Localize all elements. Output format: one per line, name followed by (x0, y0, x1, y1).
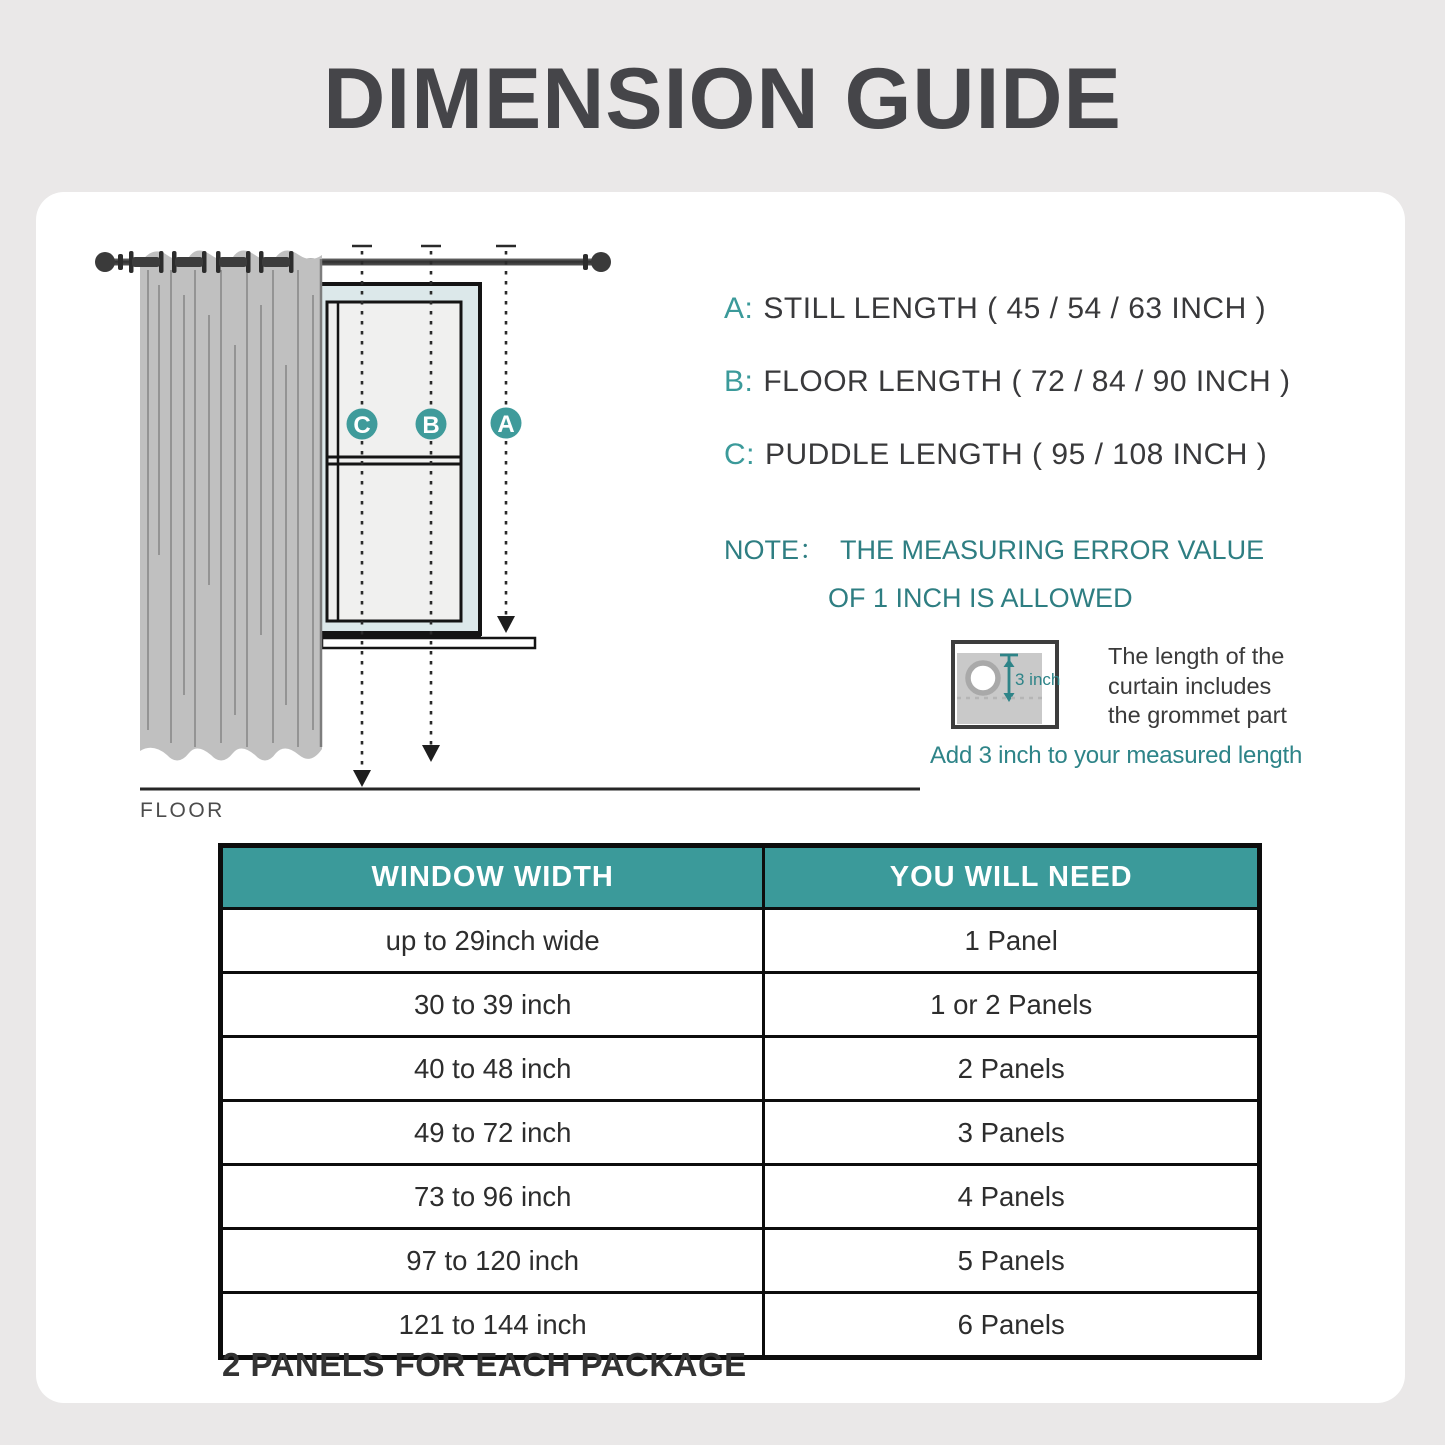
panels-cell: 6 Panels (764, 1293, 1260, 1358)
panels-cell: 5 Panels (764, 1229, 1260, 1293)
panel-size-table (218, 843, 1262, 1360)
window-width-cell: up to 29inch wide (221, 909, 764, 973)
floor-label: FLOOR (140, 799, 225, 822)
table-row (221, 1037, 1260, 1101)
legend-key-c: C: (724, 438, 755, 471)
badge-b-label: B (422, 412, 440, 439)
rod-finial-left (95, 252, 115, 272)
table-row (221, 973, 1260, 1037)
window-illustration (313, 284, 535, 648)
grommet-hole-icon (968, 663, 998, 693)
badge-a-label: A (497, 411, 515, 438)
legend-item-a (724, 292, 1266, 326)
window-width-cell: 73 to 96 inch (221, 1165, 764, 1229)
legend-key-b: B: (724, 365, 754, 398)
window-width-cell: 49 to 72 inch (221, 1101, 764, 1165)
rod-finial-right (591, 252, 611, 272)
grommet-inset-diagram (948, 636, 1093, 736)
panels-cell: 4 Panels (764, 1165, 1260, 1229)
window-width-cell: 30 to 39 inch (221, 973, 764, 1037)
curtain-panel (140, 250, 322, 760)
panels-cell: 2 Panels (764, 1037, 1260, 1101)
window-width-cell: 97 to 120 inch (221, 1229, 764, 1293)
header-you-will-need: YOU WILL NEED (764, 846, 1260, 909)
table-row (221, 909, 1260, 973)
window-sill (322, 638, 535, 648)
note-label: NOTE： (724, 535, 827, 565)
legend-item-c (724, 438, 1267, 472)
header-window-width: WINDOW WIDTH (221, 846, 764, 909)
table-row (221, 1229, 1260, 1293)
badge-c-label: C (353, 412, 371, 439)
page-title: DIMENSION GUIDE (323, 51, 1122, 147)
table-header-row (221, 846, 1260, 909)
grommet-desc-line1: The length of the (1108, 643, 1285, 669)
package-note: 2 PANELS FOR EACH PACKAGE (222, 1346, 747, 1383)
legend-text-a: STILL LENGTH ( 45 / 54 / 63 INCH ) (763, 292, 1267, 325)
grommet-desc-line2: curtain includes (1108, 672, 1272, 699)
note-line-1 (724, 528, 1264, 567)
legend-key-a: A: (724, 292, 754, 325)
panels-cell: 1 Panel (764, 909, 1260, 973)
window-width-cell: 40 to 48 inch (221, 1037, 764, 1101)
grommet-desc-line3: the grommet part (1108, 702, 1287, 728)
window-width-cell: 121 to 144 inch (221, 1293, 764, 1358)
note-line-2: OF 1 INCH IS ALLOWED (828, 583, 1133, 613)
legend-item-b (724, 365, 1291, 399)
note-text-1: THE MEASURING ERROR VALUE (840, 535, 1265, 565)
panels-cell: 3 Panels (764, 1101, 1260, 1165)
grommet-add-note: Add 3 inch to your measured length (930, 742, 1303, 769)
grommet-measure-label: 3 inch (1015, 670, 1061, 689)
panels-cell: 1 or 2 Panels (764, 973, 1260, 1037)
legend-text-c: PUDDLE LENGTH ( 95 / 108 INCH ) (765, 438, 1268, 471)
table-row (221, 1165, 1260, 1229)
grommet-description (1108, 642, 1328, 731)
legend-text-b: FLOOR LENGTH ( 72 / 84 / 90 INCH ) (763, 365, 1291, 398)
table-row (221, 1101, 1260, 1165)
